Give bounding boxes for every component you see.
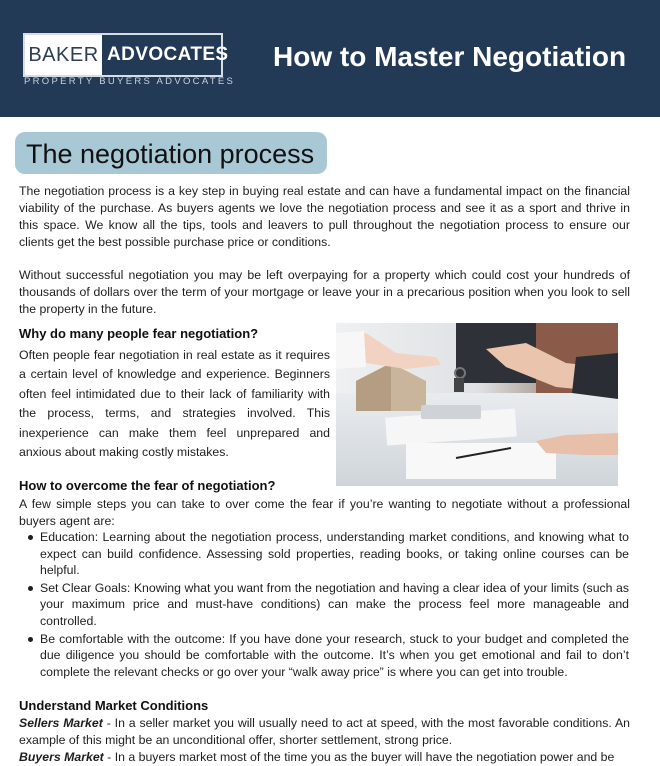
list-item: Education: Learning about the negotiation process, understanding market conditions, and knowing what to expect can build confidence. Assessing sold properties, reading books, or taking online courses can be helpful. <box>40 530 629 578</box>
page-header <box>0 0 660 117</box>
sellers-market-label: Sellers Market <box>19 716 103 730</box>
handshake-keys-photo <box>336 323 618 486</box>
intro-paragraph-2: Without successful negotiation you may be left overpaying for a property which could cost your hundreds of thousands of dollars over the term of your mortgage or leave your in a precarious position when you look to sell the property in the future. <box>19 268 630 316</box>
sellers-market-paragraph <box>19 715 630 749</box>
list-item: Set Clear Goals: Knowing what you want from the negotiation and having a clear idea of your limits (such as your maximum price and must-have conditions) can make the process feel more manageable and controlled. <box>40 580 629 628</box>
fear-paragraph: Often people fear negotiation in real estate as it requires a certain level of knowledge and experience. Beginners often feel intimidated due to their lack of familiarity with the process, terms, and strategies involved. This inexperience can make them feel unprepared and anxious about making costly mistakes. <box>19 348 330 460</box>
fear-heading: Why do many people fear negotiation? <box>19 326 259 341</box>
logo <box>23 33 229 77</box>
intro-paragraph-1: The negotiation process is a key step in buying real estate and can have a fundamental impact on the financial viability of the purchase. As buyers agents we love the negotiation process and see it as a sport and thrive in this space. We know all the tips, tools and leavers to pull throughout the negotiation process to ensure our clients get the best possible purchase price or conditions. <box>19 184 630 249</box>
buyers-market-text: - In a buyers market most of the time you as the buyer will have the negotiation power and be <box>103 750 615 764</box>
buyers-market-paragraph <box>19 749 630 766</box>
section-title: The negotiation process <box>15 132 327 174</box>
sellers-market-text: - In a seller market you will usually need to act at speed, with the most favorable conditions. An example of this might be an unconditional offer, shorter settlement, strong price. <box>19 716 630 747</box>
photo-illustration <box>336 323 618 486</box>
logo-secondary: ADVOCATES <box>107 44 229 65</box>
tips-list <box>40 529 629 681</box>
logo-tagline: PROPERTY BUYERS ADVOCATES <box>24 76 236 87</box>
market-heading: Understand Market Conditions <box>19 698 209 713</box>
list-item: Be comfortable with the outcome: If you have done your research, stuck to your budget and completed the due diligence you should be comfortable with the outcome. It’s when you get emotional and fail to don’t complete the relevant checks or go over your “walk away price” is where you can get into trouble. <box>40 631 629 679</box>
logo-primary: BAKER <box>25 35 102 75</box>
document-title: How to Master Negotiation <box>273 41 627 72</box>
buyers-market-label: Buyers Market <box>19 750 104 764</box>
overcome-heading: How to overcome the fear of negotiation? <box>19 478 276 493</box>
overcome-intro: A few simple steps you can take to over come the fear if you’re wanting to negotiate without a professional buyers agent are: <box>19 497 630 528</box>
